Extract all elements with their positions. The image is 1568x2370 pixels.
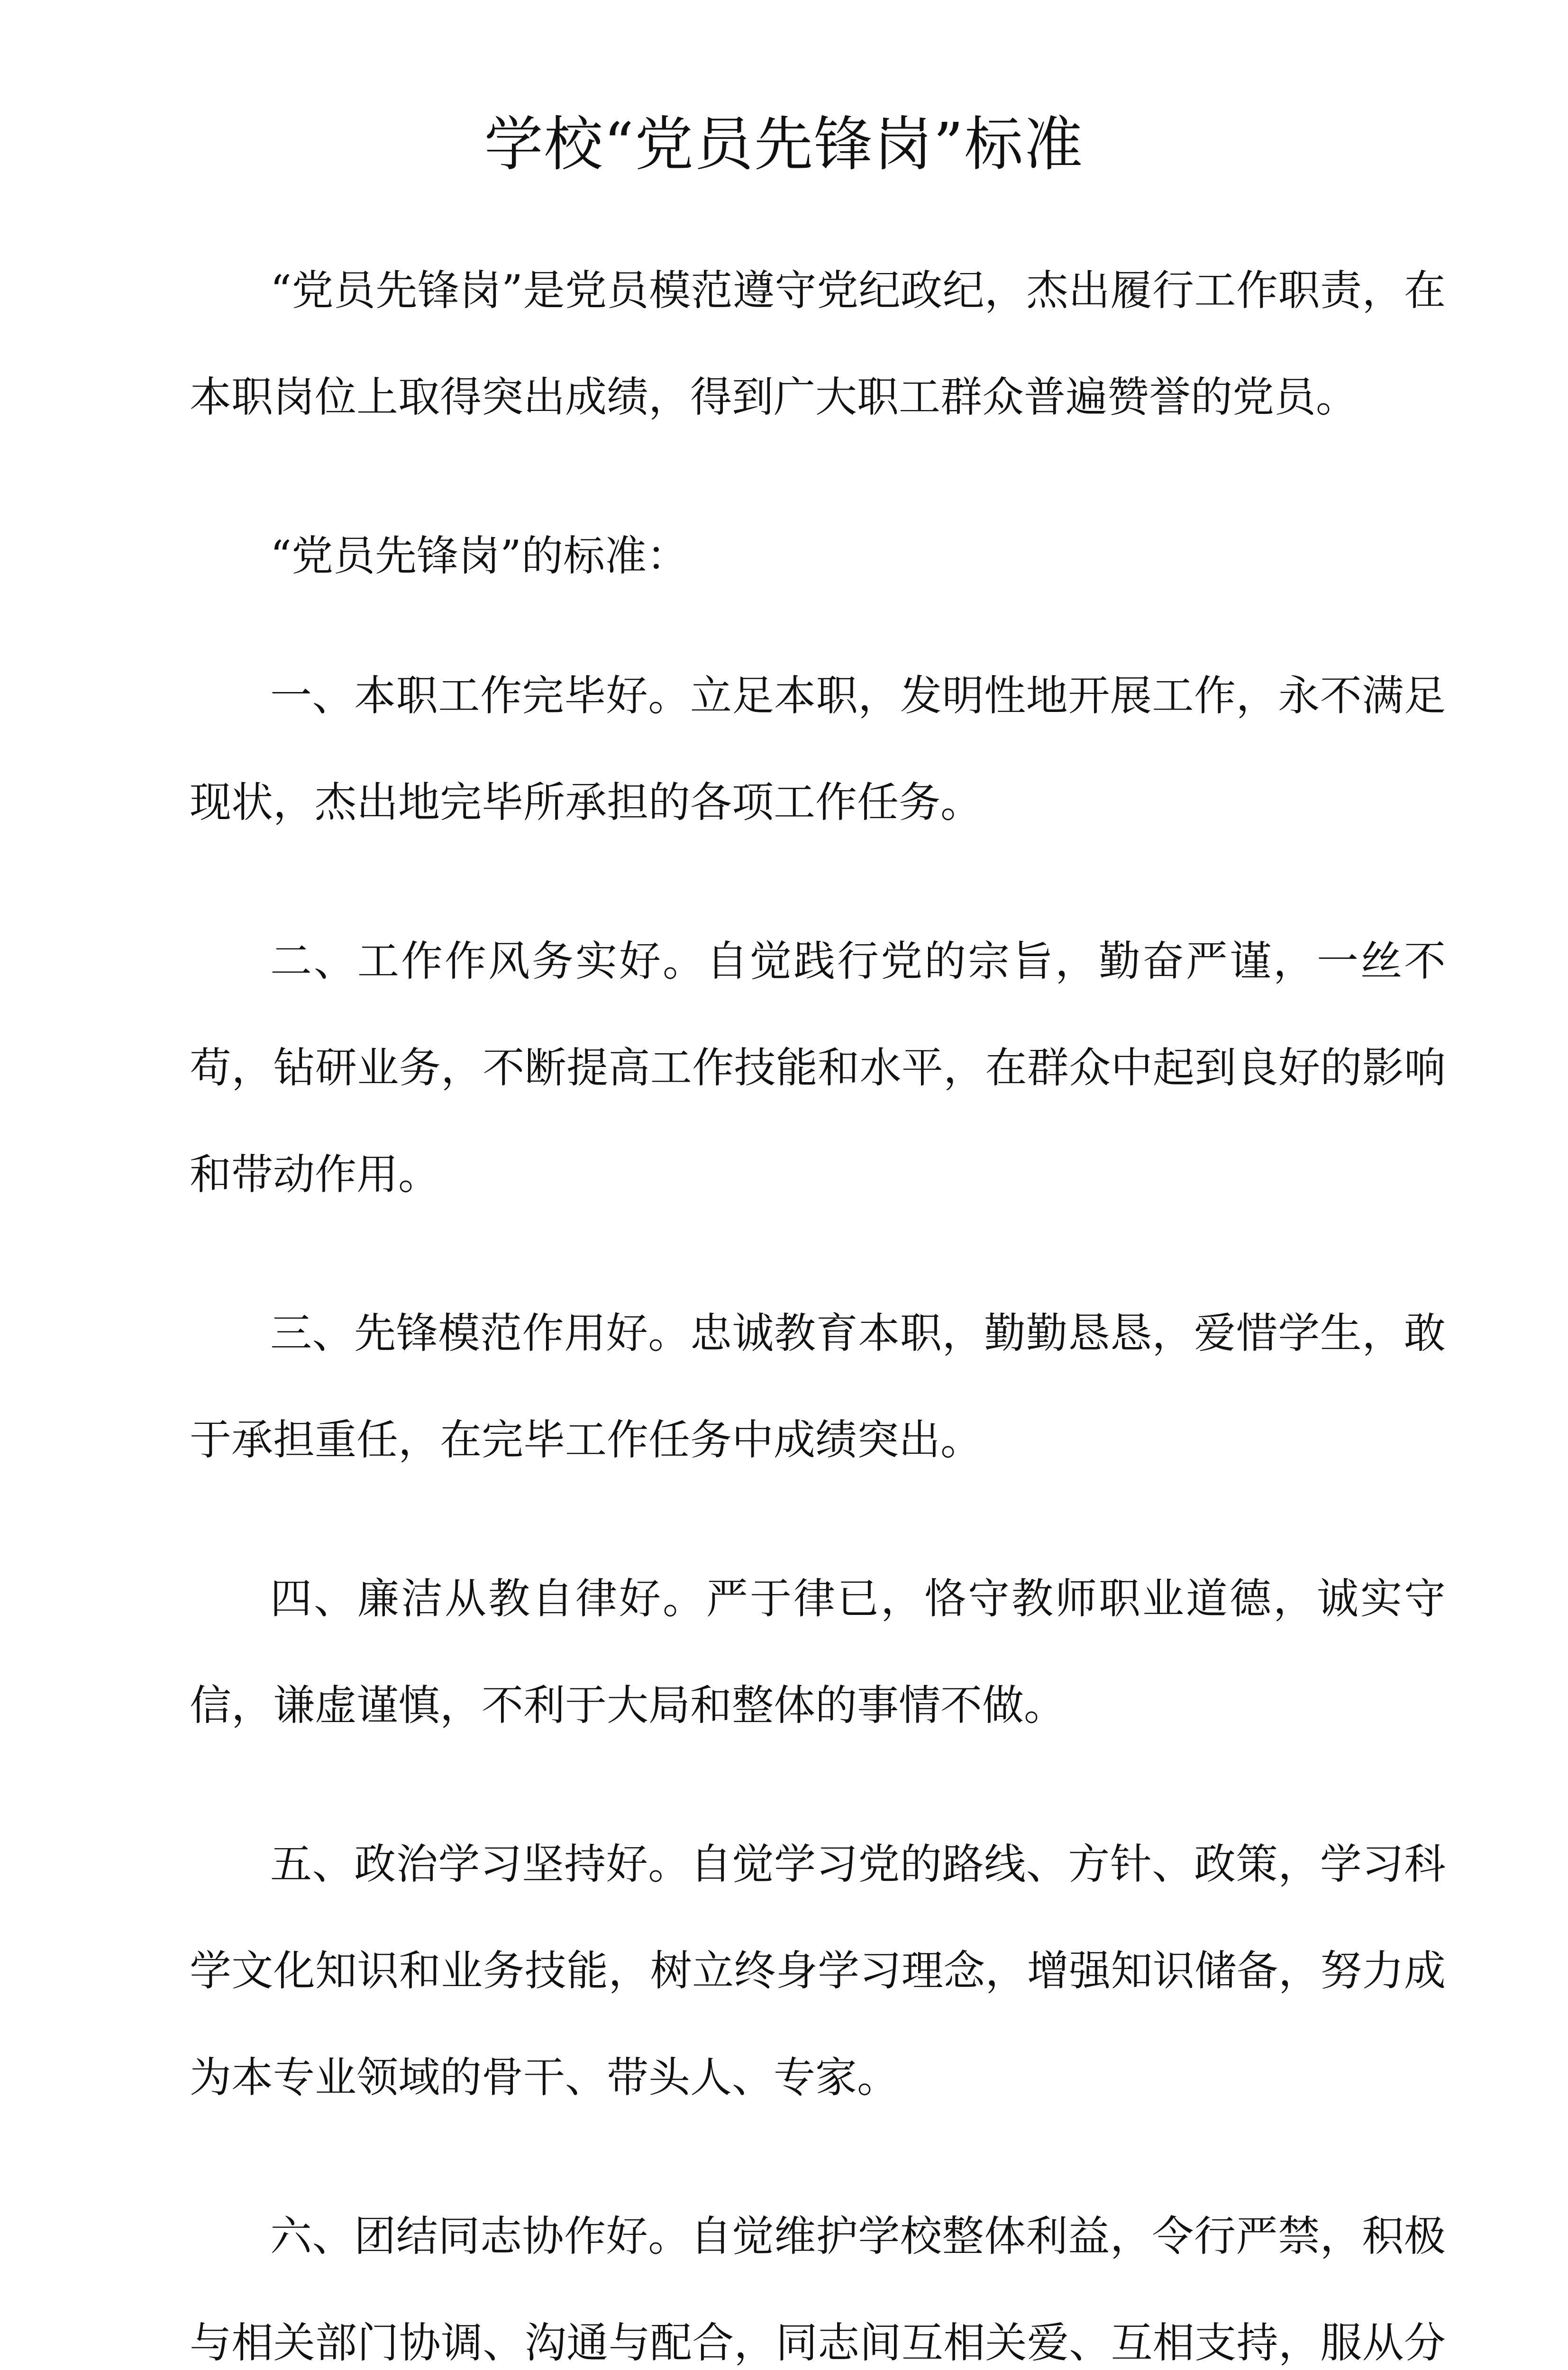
criterion-item-3: 三、先锋模范作用好。忠诚教育本职，勤勤恳恳，爱惜学生，敢于承担重任，在完毕工作任务中成绩突出。 [190, 1309, 1446, 1464]
criterion-item-4: 四、廉洁从教自律好。严于律已，恪守教师职业道德，诚实守信，谦虚谨慎，不利于大局和整体的事情不做。 [190, 1574, 1446, 1730]
criterion-item-5: 五、政治学习坚持好。自觉学习党的路线、方针、政策，学习科学文化知识和业务技能，树立终身学习理念，增强知识储备，努力成为本专业领域的骨干、带头人、专家。 [190, 1840, 1446, 2102]
criteria-heading: “党员先锋岗”的标准： [270, 531, 688, 580]
document-body [190, 237, 1446, 2370]
criterion-item-6: 六、团结同志协作好。自觉维护学校整体利益，令行严禁，积极与相关部门协调、沟通与配合，同志间互相关爱、互相支持，服从分 [190, 2212, 1446, 2367]
intro-paragraph: “党员先锋岗”是党员模范遵守党纪政纪，杰出履行工作职责，在本职岗位上取得突出成绩，得到广大职工群众普遍赞誉的党员。 [190, 266, 1446, 421]
criterion-item-1: 一、本职工作完毕好。立足本职，发明性地开展工作，永不满足现状，杰出地完毕所承担的各项工作任务。 [190, 671, 1446, 827]
document-title: 学校“党员先锋岗”标准 [484, 110, 1084, 179]
criterion-item-2: 二、工作作风务实好。自觉践行党的宗旨，勤奋严谨，一丝不苟，钻研业务，不断提高工作技能和水平，在群众中起到良好的影响和带动作用。 [190, 937, 1446, 1199]
